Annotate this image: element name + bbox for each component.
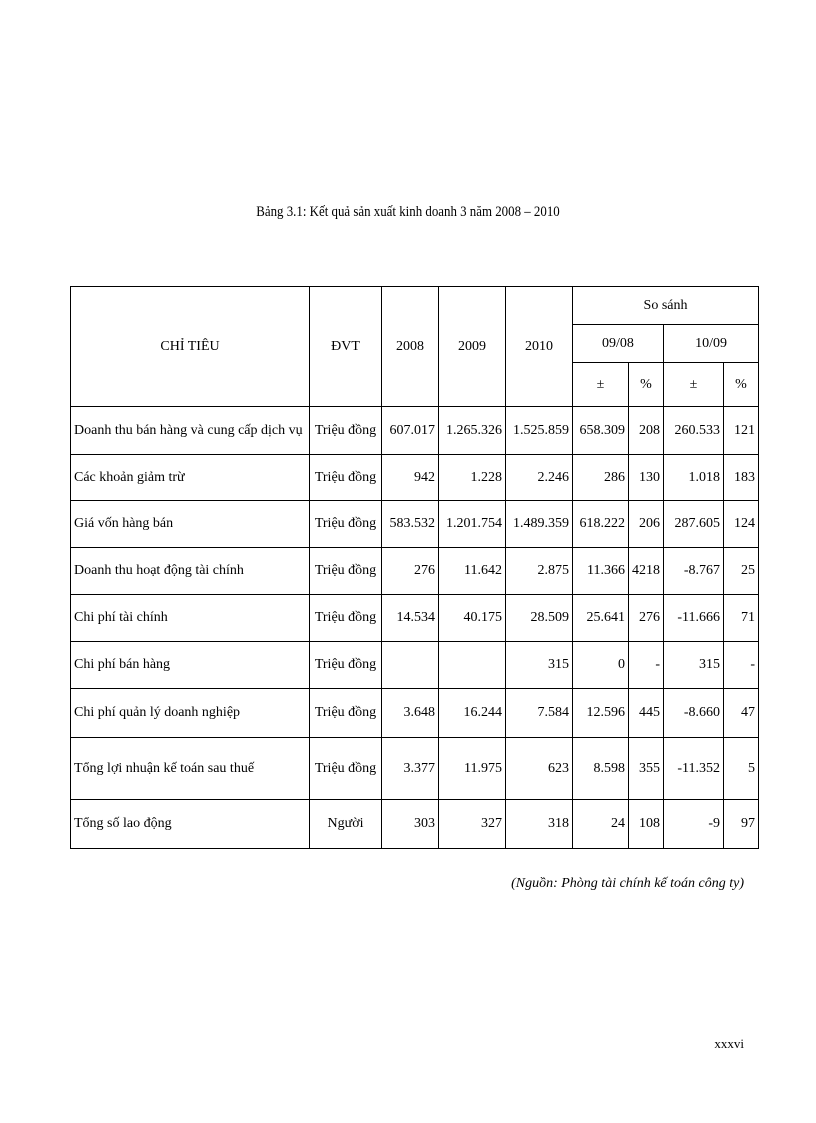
row-pct-09-08: 4218 <box>629 548 664 595</box>
row-value-2008: 303 <box>382 800 439 849</box>
header-2009: 2009 <box>439 287 506 407</box>
row-pct-09-08: 130 <box>629 455 664 501</box>
row-value-2008: 3.648 <box>382 689 439 738</box>
row-diff-10-09: -8.767 <box>664 548 724 595</box>
row-value-2010: 318 <box>506 800 573 849</box>
row-diff-09-08: 12.596 <box>573 689 629 738</box>
row-diff-10-09: 260.533 <box>664 407 724 455</box>
row-diff-09-08: 11.366 <box>573 548 629 595</box>
table-row <box>71 501 759 548</box>
row-diff-09-08: 24 <box>573 800 629 849</box>
row-value-2008 <box>382 642 439 689</box>
row-diff-09-08: 618.222 <box>573 501 629 548</box>
header-compare-10-09: 10/09 <box>664 325 759 363</box>
table-row <box>71 455 759 501</box>
row-value-2008: 276 <box>382 548 439 595</box>
row-value-2008: 583.532 <box>382 501 439 548</box>
header-pct-09-08: % <box>629 363 664 407</box>
row-indicator: Doanh thu bán hàng và cung cấp dịch vụ <box>71 407 310 455</box>
header-compare: So sánh <box>573 287 759 325</box>
row-value-2009: 1.228 <box>439 455 506 501</box>
row-diff-10-09: 315 <box>664 642 724 689</box>
row-indicator: Chi phí bán hàng <box>71 642 310 689</box>
row-value-2009: 40.175 <box>439 595 506 642</box>
row-value-2009: 11.642 <box>439 548 506 595</box>
row-diff-10-09: -8.660 <box>664 689 724 738</box>
row-indicator: Doanh thu hoạt động tài chính <box>71 548 310 595</box>
row-value-2008: 607.017 <box>382 407 439 455</box>
row-diff-09-08: 8.598 <box>573 738 629 800</box>
row-pct-10-09: 5 <box>724 738 759 800</box>
row-indicator: Tổng số lao động <box>71 800 310 849</box>
row-pct-10-09: 71 <box>724 595 759 642</box>
source-note: (Nguồn: Phòng tài chính kế toán công ty) <box>511 876 744 891</box>
row-value-2009: 1.265.326 <box>439 407 506 455</box>
row-pct-09-08: - <box>629 642 664 689</box>
row-value-2010: 1.525.859 <box>506 407 573 455</box>
table-row <box>71 548 759 595</box>
row-pct-09-08: 445 <box>629 689 664 738</box>
row-indicator: Tổng lợi nhuận kế toán sau thuế <box>71 738 310 800</box>
row-value-2008: 942 <box>382 455 439 501</box>
table-row <box>71 642 759 689</box>
row-unit: Triệu đồng <box>310 738 382 800</box>
row-diff-10-09: 1.018 <box>664 455 724 501</box>
row-pct-10-09: 183 <box>724 455 759 501</box>
row-value-2009: 327 <box>439 800 506 849</box>
row-value-2009: 1.201.754 <box>439 501 506 548</box>
table-row <box>71 407 759 455</box>
header-diff-09-08: ± <box>573 363 629 407</box>
row-value-2008: 14.534 <box>382 595 439 642</box>
row-value-2010: 28.509 <box>506 595 573 642</box>
row-pct-10-09: 97 <box>724 800 759 849</box>
header-2010: 2010 <box>506 287 573 407</box>
row-diff-10-09: -11.352 <box>664 738 724 800</box>
row-unit: Triệu đồng <box>310 407 382 455</box>
header-diff-10-09: ± <box>664 363 724 407</box>
row-value-2008: 3.377 <box>382 738 439 800</box>
row-unit: Triệu đồng <box>310 548 382 595</box>
header-compare-09-08: 09/08 <box>573 325 664 363</box>
row-value-2010: 623 <box>506 738 573 800</box>
row-diff-09-08: 0 <box>573 642 629 689</box>
row-unit: Triệu đồng <box>310 595 382 642</box>
row-unit: Triệu đồng <box>310 689 382 738</box>
row-pct-10-09: 121 <box>724 407 759 455</box>
row-unit: Triệu đồng <box>310 455 382 501</box>
row-unit: Triệu đồng <box>310 501 382 548</box>
row-diff-10-09: 287.605 <box>664 501 724 548</box>
table-row <box>71 738 759 800</box>
row-pct-09-08: 208 <box>629 407 664 455</box>
table-caption: Bảng 3.1: Kết quả sản xuất kinh doanh 3 năm 2008 – 2010 <box>256 204 560 220</box>
header-indicator: CHỈ TIÊU <box>71 287 310 407</box>
row-value-2009 <box>439 642 506 689</box>
row-diff-09-08: 25.641 <box>573 595 629 642</box>
row-value-2009: 11.975 <box>439 738 506 800</box>
row-unit: Người <box>310 800 382 849</box>
row-pct-09-08: 206 <box>629 501 664 548</box>
row-indicator: Các khoản giảm trừ <box>71 455 310 501</box>
row-pct-09-08: 276 <box>629 595 664 642</box>
table-row <box>71 595 759 642</box>
row-value-2010: 315 <box>506 642 573 689</box>
row-indicator: Giá vốn hàng bán <box>71 501 310 548</box>
business-results-table <box>70 286 759 849</box>
row-diff-09-08: 658.309 <box>573 407 629 455</box>
row-pct-09-08: 108 <box>629 800 664 849</box>
row-indicator: Chi phí tài chính <box>71 595 310 642</box>
row-value-2010: 2.875 <box>506 548 573 595</box>
table-row <box>71 800 759 849</box>
row-diff-10-09: -11.666 <box>664 595 724 642</box>
row-pct-09-08: 355 <box>629 738 664 800</box>
row-pct-10-09: - <box>724 642 759 689</box>
page-number: xxxvi <box>714 1036 744 1051</box>
row-diff-09-08: 286 <box>573 455 629 501</box>
row-pct-10-09: 25 <box>724 548 759 595</box>
row-indicator: Chi phí quản lý doanh nghiệp <box>71 689 310 738</box>
table-row <box>71 689 759 738</box>
row-pct-10-09: 124 <box>724 501 759 548</box>
header-2008: 2008 <box>382 287 439 407</box>
row-value-2010: 2.246 <box>506 455 573 501</box>
row-unit: Triệu đồng <box>310 642 382 689</box>
row-diff-10-09: -9 <box>664 800 724 849</box>
header-unit: ĐVT <box>310 287 382 407</box>
row-value-2009: 16.244 <box>439 689 506 738</box>
row-value-2010: 1.489.359 <box>506 501 573 548</box>
row-pct-10-09: 47 <box>724 689 759 738</box>
row-value-2010: 7.584 <box>506 689 573 738</box>
header-pct-10-09: % <box>724 363 759 407</box>
